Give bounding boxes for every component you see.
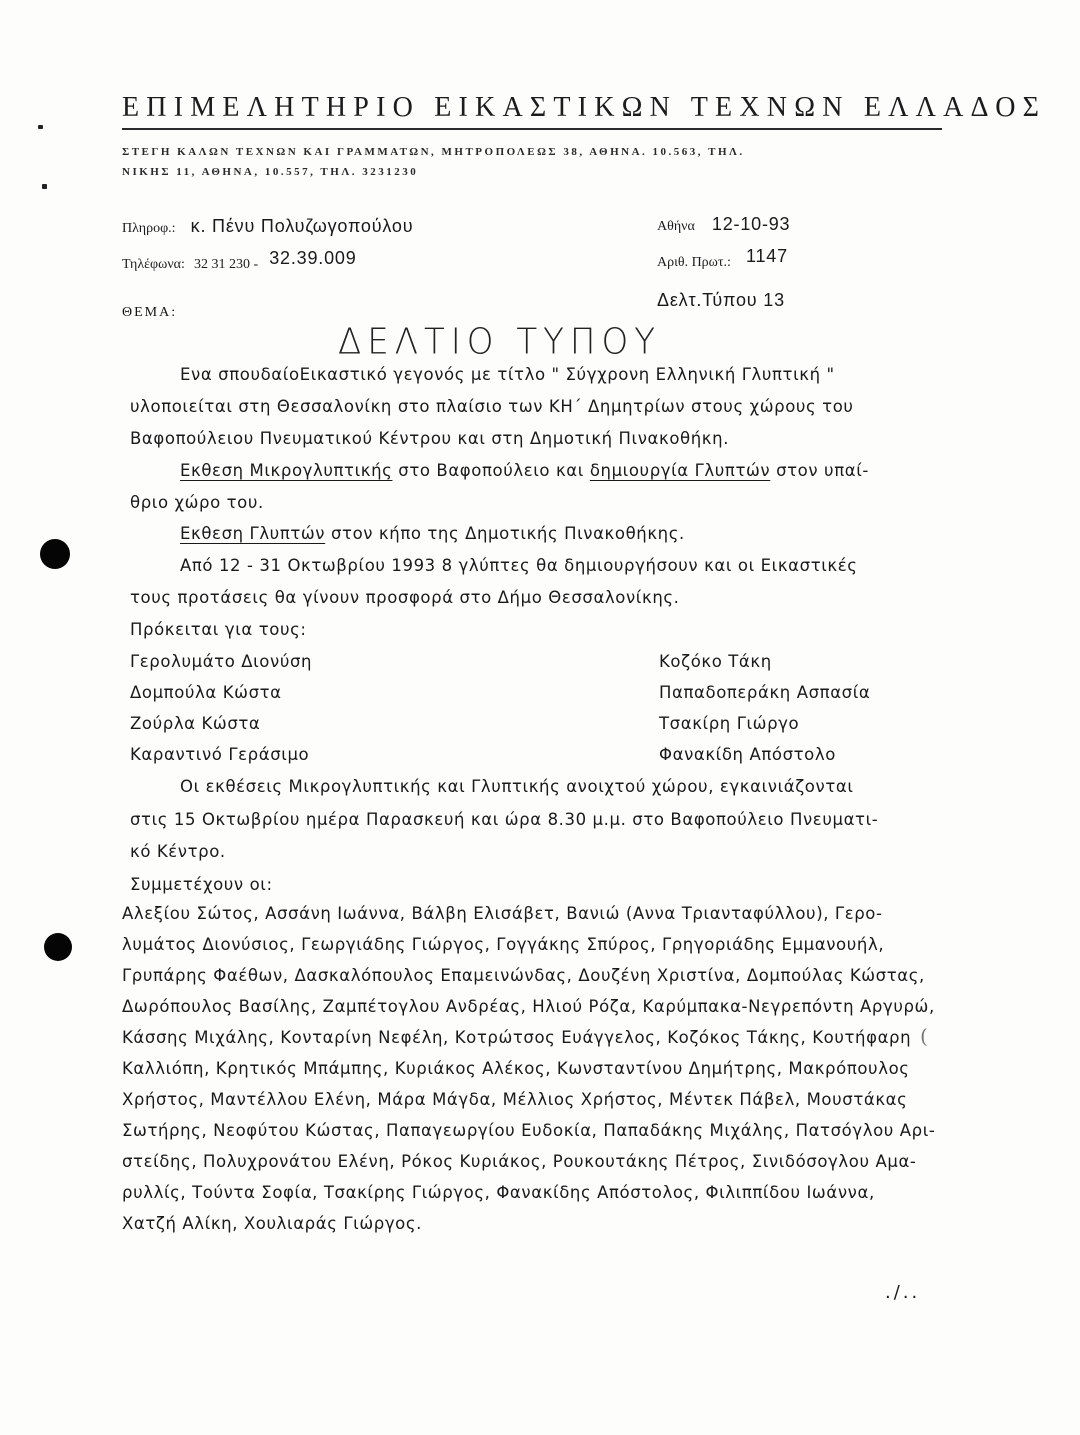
punch-hole-bottom xyxy=(44,933,72,961)
scan-speck xyxy=(38,125,43,129)
protocol-label: Αριθ. Πρωτ.: xyxy=(657,255,731,270)
subject-label: ΘΕΜΑ: xyxy=(122,305,178,320)
dates-line-1: Από 12 - 31 Οκτωβρίου 1993 8 γλύπτες θα δημιουργήσουν και οι Εικαστικές xyxy=(180,556,858,575)
handwritten-title: ΔΕΛΤΙΟ ΤΥΠΟΥ xyxy=(338,321,661,363)
handwritten-correction-mark: ( xyxy=(920,1024,928,1048)
phone-label: Τηλέφωνα: xyxy=(122,257,185,272)
continued-marker: ./.. xyxy=(885,1282,921,1303)
address-line-2: ΝΙΚΗΣ 11, ΑΘΗΝΑ, 10.557, ΤΗΛ. 3231230 xyxy=(122,166,419,178)
address-line-1: ΣΤΕΓΗ ΚΑΛΩΝ ΤΕΧΝΩΝ ΚΑΙ ΓΡΑΜΜΑΤΩΝ, ΜΗΤΡΟΠΟΛΕΩΣ 38, ΑΘΗΝΑ. 10.563, ΤΗΛ. xyxy=(122,146,745,158)
opening-line-3: κό Κέντρο. xyxy=(130,842,226,861)
info-label: Πληροφ.: xyxy=(122,221,176,236)
participants-line-1: Αλεξίου Σώτος, Ασσάνη Ιωάννα, Βάλβη Ελισάβετ, Βανιώ (Αννα Τριανταφύλλου), Γερο- xyxy=(122,904,883,923)
place-label: Αθήνα xyxy=(657,219,695,234)
phone-printed: 32 31 230 - xyxy=(193,257,259,272)
phone-typed: 32.39.009 xyxy=(269,248,357,268)
info-row xyxy=(122,216,413,237)
sculptor-left-1: Γερολυμάτο Διονύση xyxy=(130,652,313,671)
participants-line-8: Σωτήρης, Νεοφύτου Κώστας, Παπαγεωργίου Ευδοκία, Παπαδάκης Μιχάλης, Πατσόγλου Αρι- xyxy=(122,1121,936,1140)
sculptors-intro: Πρόκειται για τους: xyxy=(130,620,307,639)
sculptor-right-2: Παπαδοπεράκη Ασπασία xyxy=(659,683,871,702)
date-row xyxy=(657,214,790,235)
exhibit-1-text-a: στο Βαφοπούλειο και xyxy=(392,461,590,480)
dates-line-2: τους προτάσεις θα γίνουν προσφορά στο Δήμο Θεσσαλονίκης. xyxy=(130,588,680,607)
sculptor-left-2: Δομπούλα Κώστα xyxy=(130,683,282,702)
scan-speck xyxy=(42,184,47,189)
exhibit-1-line xyxy=(180,461,869,480)
organization-title: ΕΠΙΜΕΛΗΤΗΡΙΟ ΕΙΚΑΣΤΙΚΩΝ ΤΕΧΝΩΝ ΕΛΛΑΔΟΣ xyxy=(122,92,1047,123)
participants-intro: Συμμετέχουν οι: xyxy=(130,875,273,894)
header-rule xyxy=(122,128,942,130)
protocol-row xyxy=(657,246,788,271)
sculptor-right-3: Τσακίρη Γιώργο xyxy=(659,714,800,733)
info-value: κ. Πένυ Πολυζωγοπούλου xyxy=(190,216,414,236)
intro-line-1: Ενα σπουδαίοΕικαστικό γεγονός με τίτλο " Σύγχρονη Ελληνική Γλυπτική " xyxy=(180,365,835,384)
protocol-number: 1147 xyxy=(746,246,788,266)
participants-line-5: Κάσσης Μιχάλης, Κονταρίνη Νεφέλη, Κοτρώτσος Ευάγγελος, Κοζόκος Τάκης, Κουτήφαρη xyxy=(122,1028,912,1047)
intro-line-3: Βαφοπούλειου Πνευματικού Κέντρου και στη Δημοτική Πινακοθήκη. xyxy=(130,429,730,448)
participants-line-3: Γρυπάρης Φαέθων, Δασκαλόπουλος Επαμεινώνδας, Δουζένη Χριστίνα, Δομπούλας Κώστας, xyxy=(122,966,925,985)
exhibit-1-creation: δημιουργία Γλυπτών xyxy=(589,461,771,480)
exhibit-2-text: στον κήπο της Δημοτικής Πινακοθήκης. xyxy=(325,524,685,543)
intro-line-2: υλοποιείται στη Θεσσαλονίκη στο πλαίσιο των ΚΗ΄ Δημητρίων στους χώρους του xyxy=(130,397,854,416)
sculptor-left-3: Ζούρλα Κώστα xyxy=(130,714,261,733)
exhibit-1-cont: θριο χώρο του. xyxy=(130,493,264,512)
participants-line-6: Καλλιόπη, Κρητικός Μπάμπης, Κυριάκος Αλέκος, Κωνσταντίνου Δημήτρης, Μακρόπουλος xyxy=(122,1059,910,1078)
participants-line-7: Χρήστος, Μαντέλλου Ελένη, Μάρα Μάγδα, Μέλλιος Χρήστος, Μέντεκ Πάβελ, Μουστάκας xyxy=(122,1090,908,1109)
exhibit-1-title: Εκθεση Μικρογλυπτικής xyxy=(180,461,393,480)
exhibit-1-text-b: στον υπαί- xyxy=(770,461,869,480)
phone-row xyxy=(122,248,357,273)
exhibit-2-title: Εκθεση Γλυπτών xyxy=(180,524,326,543)
participants-line-4: Δωρόπουλος Βασίλης, Ζαμπέτογλου Ανδρέας, Ηλιού Ρόζα, Καρύμπακα-Νεγρεπόντη Αργυρώ, xyxy=(122,997,935,1016)
opening-line-2: στις 15 Οκτωβρίου ημέρα Παρασκευή και ώρα 8.30 μ.μ. στο Βαφοπούλειο Πνευματι- xyxy=(130,810,879,829)
participants-line-10: ρυλλίς, Τούντα Σοφία, Τσακίρης Γιώργος, Φανακίδης Απόστολος, Φιλιππίδου Ιωάννα, xyxy=(122,1183,875,1202)
sculptor-right-1: Κοζόκο Τάκη xyxy=(659,652,772,671)
sculptor-right-4: Φανακίδη Απόστολο xyxy=(659,745,836,764)
participants-line-9: στείδης, Πολυχρονάτου Ελένη, Ρόκος Κυριάκος, Ρουκουτάκης Πέτρος, Σινιδόσογλου Αμα- xyxy=(122,1152,917,1171)
punch-hole-top xyxy=(40,539,70,569)
opening-line-1: Οι εκθέσεις Μικρογλυπτικής και Γλυπτικής ανοιχτού χώρου, εγκαινιάζονται xyxy=(180,777,854,796)
press-release-ref: Δελτ.Τύπου 13 xyxy=(657,290,785,310)
exhibit-2-line xyxy=(180,524,685,543)
date-value: 12-10-93 xyxy=(711,214,791,234)
participants-line-11: Χατζή Αλίκη, Χουλιαράς Γιώργος. xyxy=(122,1214,423,1233)
sculptor-left-4: Καραντινό Γεράσιμο xyxy=(130,745,310,764)
participants-line-2: λυμάτος Διονύσιος, Γεωργιάδης Γιώργος, Γογγάκης Σπύρος, Γρηγοριάδης Εμμανουήλ, xyxy=(122,935,885,954)
